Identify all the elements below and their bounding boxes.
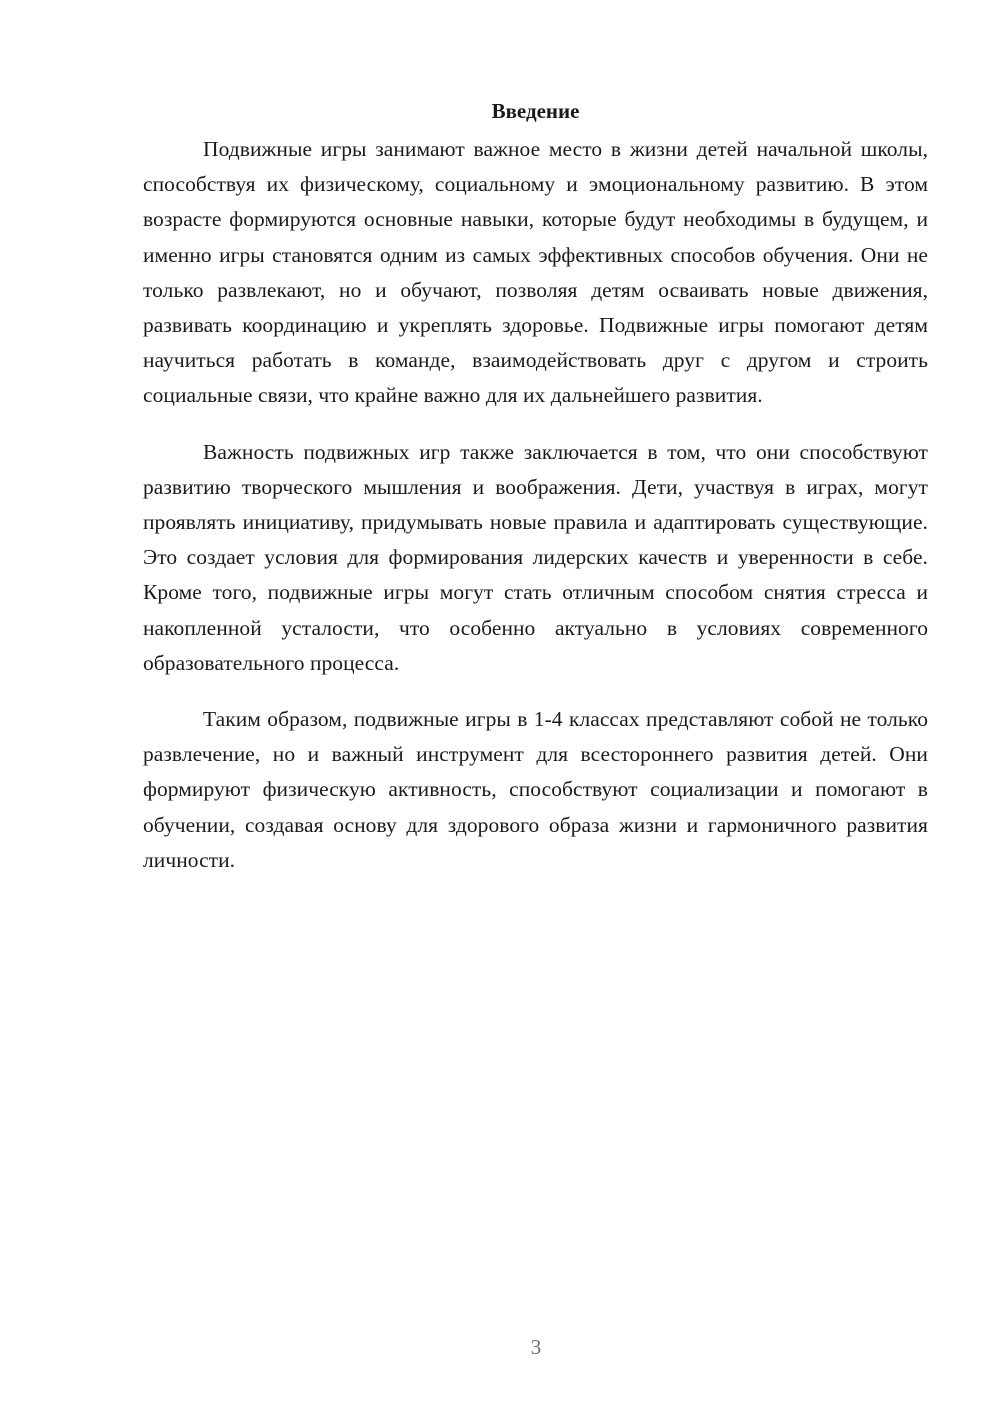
page-number: 3: [530, 1335, 542, 1359]
page-content: [143, 96, 928, 899]
paragraph-1: Подвижные игры занимают важное место в жизни детей начальной школы, способствуя их физическому, социальному и эмоциональному развитию. В этом возрасте формируются основные навыки, которые будут необходимы в будущем, и именно игры становятся одним из самых эффективных способов обучения. Они не только развлекают, но и обучают, позволяя детям осваивать новые движения, развивать координацию и укреплять здоровье. Подвижные игры помогают детям научиться работать в команде, взаимодействовать друг с другом и строить социальные связи, что крайне важно для их дальнейшего развития.: [143, 137, 928, 408]
paragraph-3: Таким образом, подвижные игры в 1-4 классах представляют собой не только развлечение, но и важный инструмент для всестороннего развития детей. Они формируют физическую активность, способствуют социализации и помогают в обучении, создавая основу для здорового образа жизни и гармоничного развития личности.: [143, 707, 928, 872]
paragraph-2: Важность подвижных игр также заключается в том, что они способствуют развитию творческого мышления и воображения. Дети, участвуя в играх, могут проявлять инициативу, придумывать новые правила и адаптировать существующие. Это создает условия для формирования лидерских качеств и уверенности в себе. Кроме того, подвижные игры могут стать отличным способом снятия стресса и накопленной усталости, что особенно актуально в условиях современного образовательного процесса.: [143, 439, 928, 675]
section-heading: Введение: [491, 99, 580, 123]
